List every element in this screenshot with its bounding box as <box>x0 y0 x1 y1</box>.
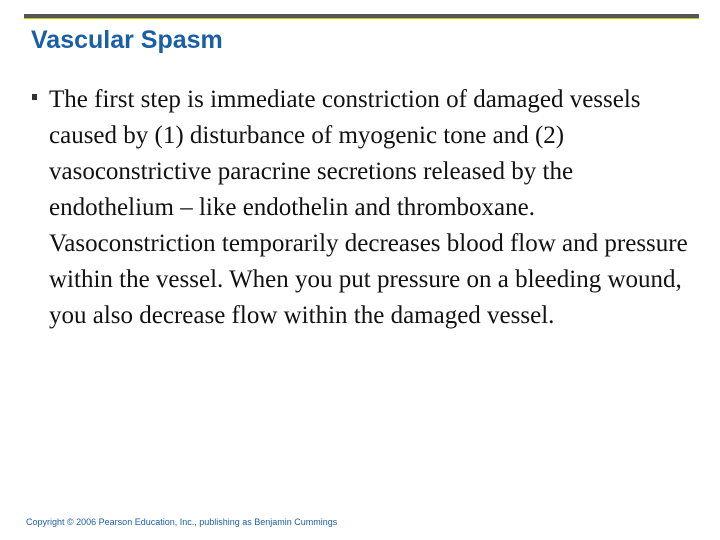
copyright-footer: Copyright © 2006 Pearson Education, Inc., publishing as Benjamin Cummings <box>26 517 338 527</box>
top-divider-rule <box>24 14 699 18</box>
bullet-item <box>30 82 695 334</box>
slide-title: Vascular Spasm <box>31 26 223 54</box>
bullet-list <box>30 82 695 334</box>
bullet-text: The first step is immediate constriction of damaged vessels caused by (1) disturbance of myogenic tone and (2) vasoconstrictive paracrine secretions released by the endothelium – like endothelin and thromboxane. Vasoconstriction temporarily decreases blood flow and pressure within the vessel. When you put pressure on a bleeding wound, you also decrease flow within the damaged vessel. <box>49 86 688 329</box>
square-bullet-icon <box>32 94 37 100</box>
